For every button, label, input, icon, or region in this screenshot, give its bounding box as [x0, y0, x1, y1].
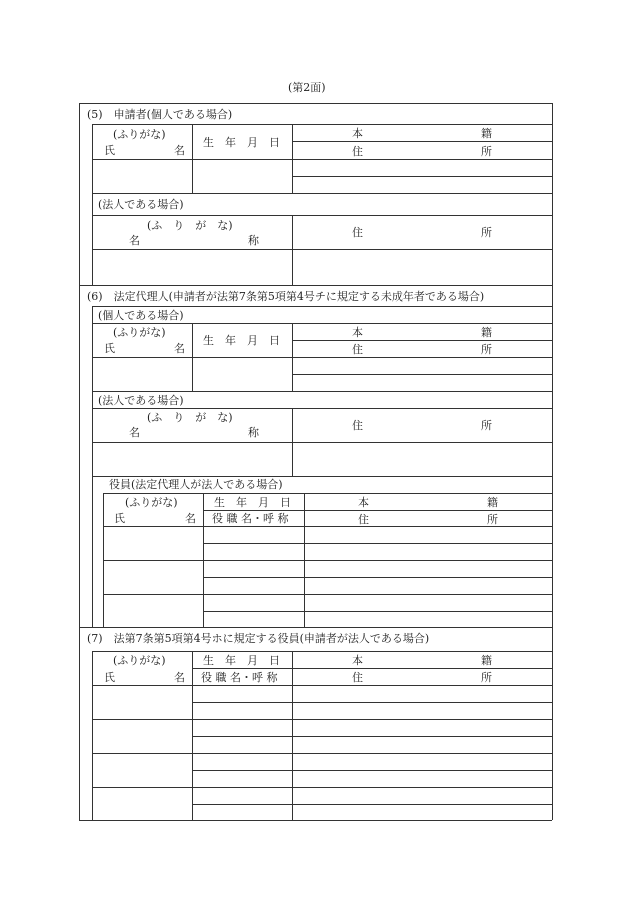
honseki-label-left: 本 — [352, 127, 363, 140]
address-label-left: 住 — [352, 145, 363, 158]
address-label-right: 所 — [481, 671, 492, 684]
name-label-right: 名 — [174, 671, 185, 684]
address-label-left: 住 — [352, 671, 363, 684]
officer-address-label-left: 住 — [358, 513, 369, 526]
birthdate-label: 生 年 月 日 — [203, 136, 280, 149]
section-5-title: (5) 申請者(個人である場合) — [87, 108, 233, 121]
address-label-left: 住 — [352, 343, 363, 356]
officer-name-label-left: 氏 — [114, 512, 125, 525]
corp-name-label-right: 称 — [248, 426, 259, 439]
page-label: (第2面) — [288, 81, 326, 94]
corp-kana-label: (ふ り が な) — [147, 411, 233, 424]
corporation-subtitle: (法人である場合) — [98, 394, 184, 407]
corporation-subtitle: (法人である場合) — [98, 198, 184, 211]
post-label: 役 職 名・呼 称 — [201, 671, 278, 684]
honseki-label-left: 本 — [352, 654, 363, 667]
honseki-label-right: 籍 — [481, 654, 492, 667]
kana-label: (ふりがな) — [113, 128, 166, 141]
officer-honseki-label-right: 籍 — [487, 496, 498, 509]
kana-label: (ふりがな) — [113, 326, 166, 339]
officer-post-label: 役 職 名・呼 称 — [212, 512, 289, 525]
section-6-title: (6) 法定代理人(申請者が法第7条第5項第4号チに規定する未成年者である場合) — [87, 290, 485, 303]
officer-subtitle: 役員(法定代理人が法人である場合) — [109, 478, 283, 491]
honseki-label-right: 籍 — [481, 127, 492, 140]
kana-label: (ふりがな) — [113, 654, 166, 667]
section-7-title: (7) 法第7条第5項第4号ホに規定する役員(申請者が法人である場合) — [87, 632, 430, 645]
birthdate-label: 生 年 月 日 — [203, 654, 280, 667]
corp-kana-label: (ふ り が な) — [147, 219, 233, 232]
officer-address-label-right: 所 — [487, 513, 498, 526]
corp-name-label-right: 称 — [248, 234, 259, 247]
address-label-right: 所 — [481, 145, 492, 158]
corp-address-label-left: 住 — [352, 419, 363, 432]
name-label-right: 名 — [174, 144, 185, 157]
name-label-left: 氏 — [104, 144, 115, 157]
name-label-left: 氏 — [104, 342, 115, 355]
officer-honseki-label-left: 本 — [358, 496, 369, 509]
honseki-label-right: 籍 — [481, 326, 492, 339]
officer-kana-label: (ふりがな) — [125, 496, 178, 509]
corp-address-label-right: 所 — [481, 226, 492, 239]
name-label-left: 氏 — [104, 671, 115, 684]
corp-address-label-left: 住 — [352, 226, 363, 239]
birthdate-label: 生 年 月 日 — [203, 334, 280, 347]
name-label-right: 名 — [174, 342, 185, 355]
address-label-right: 所 — [481, 343, 492, 356]
honseki-label-left: 本 — [352, 326, 363, 339]
corp-address-label-right: 所 — [481, 419, 492, 432]
corp-name-label-left: 名 — [129, 234, 140, 247]
officer-birthdate-label: 生 年 月 日 — [214, 496, 291, 509]
officer-name-label-right: 名 — [185, 512, 196, 525]
corp-name-label-left: 名 — [129, 426, 140, 439]
individual-subtitle: (個人である場合) — [98, 309, 184, 322]
